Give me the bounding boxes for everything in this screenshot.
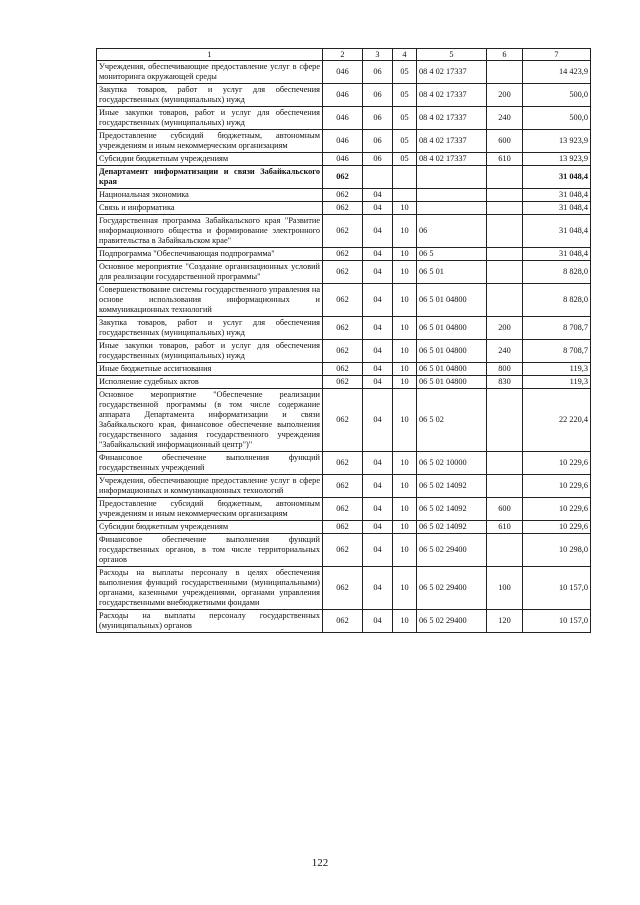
row-subsection-cell: 10 (393, 261, 417, 284)
row-section-cell: 04 (363, 215, 393, 248)
row-amount-cell: 8 708,7 (523, 317, 591, 340)
row-section-cell: 06 (363, 153, 393, 166)
row-expense-type-cell (487, 189, 523, 202)
table-row (97, 475, 591, 498)
table-row (97, 376, 591, 389)
row-section-cell: 04 (363, 475, 393, 498)
row-subsection-cell: 10 (393, 498, 417, 521)
row-expense-type-cell: 600 (487, 498, 523, 521)
row-amount-cell: 8 828,0 (523, 284, 591, 317)
row-expense-type-cell (487, 61, 523, 84)
row-target-article-cell: 06 5 01 04800 (417, 363, 487, 376)
row-amount-cell: 13 923,9 (523, 153, 591, 166)
table-row (97, 130, 591, 153)
row-code-cell: 046 (323, 61, 363, 84)
row-amount-cell: 31 048,4 (523, 248, 591, 261)
row-name-cell: Связь и информатика (97, 202, 323, 215)
row-expense-type-cell (487, 248, 523, 261)
row-target-article-cell: 06 5 02 14092 (417, 475, 487, 498)
row-target-article-cell: 06 5 01 04800 (417, 284, 487, 317)
row-section-cell: 04 (363, 376, 393, 389)
row-amount-cell: 119,3 (523, 363, 591, 376)
row-subsection-cell: 05 (393, 61, 417, 84)
row-subsection-cell: 10 (393, 452, 417, 475)
row-name-cell: Расходы на выплаты персоналу в целях обеспечения выполнения функций государственными (муниципальными) органами, казенными учреждениями, органами управления государственными внебюджетными фондами (97, 567, 323, 610)
row-subsection-cell: 10 (393, 389, 417, 452)
row-section-cell: 04 (363, 261, 393, 284)
table-row (97, 534, 591, 567)
row-code-cell: 046 (323, 107, 363, 130)
table-row (97, 521, 591, 534)
row-target-article-cell: 06 5 01 (417, 261, 487, 284)
row-name-cell: Иные бюджетные ассигнования (97, 363, 323, 376)
row-subsection-cell: 10 (393, 567, 417, 610)
table-row (97, 153, 591, 166)
row-code-cell: 062 (323, 202, 363, 215)
column-header: 2 (323, 49, 363, 61)
row-target-article-cell: 06 5 02 10000 (417, 452, 487, 475)
row-code-cell: 062 (323, 189, 363, 202)
row-amount-cell: 10 157,0 (523, 610, 591, 633)
row-expense-type-cell: 240 (487, 340, 523, 363)
row-name-cell: Финансовое обеспечение выполнения функций государственных органов, в том числе территориальных органов (97, 534, 323, 567)
row-subsection-cell: 10 (393, 202, 417, 215)
row-subsection-cell: 10 (393, 376, 417, 389)
row-expense-type-cell: 610 (487, 521, 523, 534)
row-amount-cell: 119,3 (523, 376, 591, 389)
row-target-article-cell (417, 166, 487, 189)
row-section-cell: 06 (363, 84, 393, 107)
row-target-article-cell: 08 4 02 17337 (417, 153, 487, 166)
row-section-cell: 06 (363, 61, 393, 84)
row-name-cell: Иные закупки товаров, работ и услуг для обеспечения государственных (муниципальных) нужд (97, 340, 323, 363)
row-expense-type-cell: 100 (487, 567, 523, 610)
row-expense-type-cell: 200 (487, 317, 523, 340)
row-subsection-cell: 10 (393, 610, 417, 633)
table-row (97, 389, 591, 452)
row-code-cell: 062 (323, 452, 363, 475)
table-header-row (97, 49, 591, 61)
row-amount-cell: 8 708,7 (523, 340, 591, 363)
row-target-article-cell: 06 5 01 04800 (417, 376, 487, 389)
row-code-cell: 046 (323, 130, 363, 153)
row-subsection-cell: 05 (393, 130, 417, 153)
row-subsection-cell: 05 (393, 84, 417, 107)
row-target-article-cell: 06 5 02 (417, 389, 487, 452)
table-row (97, 261, 591, 284)
row-subsection-cell: 10 (393, 521, 417, 534)
row-subsection-cell: 10 (393, 340, 417, 363)
row-code-cell: 062 (323, 317, 363, 340)
row-target-article-cell (417, 202, 487, 215)
page-number: 122 (311, 857, 329, 869)
table-row (97, 107, 591, 130)
row-section-cell: 04 (363, 521, 393, 534)
table-row (97, 610, 591, 633)
row-target-article-cell: 06 5 02 29400 (417, 567, 487, 610)
row-code-cell: 062 (323, 248, 363, 261)
row-target-article-cell: 06 5 01 04800 (417, 317, 487, 340)
row-amount-cell: 31 048,4 (523, 166, 591, 189)
row-code-cell: 046 (323, 84, 363, 107)
row-name-cell: Закупка товаров, работ и услуг для обеспечения государственных (муниципальных) нужд (97, 84, 323, 107)
row-name-cell: Национальная экономика (97, 189, 323, 202)
row-code-cell: 062 (323, 215, 363, 248)
row-amount-cell: 14 423,9 (523, 61, 591, 84)
row-expense-type-cell: 800 (487, 363, 523, 376)
column-header: 6 (487, 49, 523, 61)
row-subsection-cell: 10 (393, 215, 417, 248)
row-expense-type-cell (487, 284, 523, 317)
row-code-cell: 062 (323, 610, 363, 633)
row-code-cell: 062 (323, 521, 363, 534)
table-row (97, 189, 591, 202)
row-subsection-cell (393, 189, 417, 202)
table-row (97, 84, 591, 107)
row-name-cell: Субсидии бюджетным учреждениям (97, 153, 323, 166)
row-code-cell: 046 (323, 153, 363, 166)
row-expense-type-cell (487, 202, 523, 215)
row-subsection-cell: 10 (393, 363, 417, 376)
row-amount-cell: 10 229,6 (523, 498, 591, 521)
row-amount-cell: 8 828,0 (523, 261, 591, 284)
row-code-cell: 062 (323, 363, 363, 376)
row-name-cell: Совершенствование системы государственного управления на основе использования информационных и коммуникационных технологий (97, 284, 323, 317)
row-subsection-cell: 10 (393, 475, 417, 498)
table-row (97, 202, 591, 215)
row-section-cell: 04 (363, 202, 393, 215)
table-body (97, 61, 591, 633)
row-section-cell: 06 (363, 107, 393, 130)
row-name-cell: Субсидии бюджетным учреждениям (97, 521, 323, 534)
table-row (97, 452, 591, 475)
table-row (97, 284, 591, 317)
row-amount-cell: 31 048,4 (523, 189, 591, 202)
row-amount-cell: 10 157,0 (523, 567, 591, 610)
row-target-article-cell: 06 5 02 29400 (417, 534, 487, 567)
row-section-cell: 04 (363, 498, 393, 521)
row-target-article-cell: 06 (417, 215, 487, 248)
row-name-cell: Основное мероприятие "Обеспечение реализации государственной программы (в том числе содержание аппарата Департамента информатизации и связи Забайкальского края, финансовое обеспечение выполнения государственного задания государственного учреждения "Забайкальский информационный центр")" (97, 389, 323, 452)
row-name-cell: Предоставление субсидий бюджетным, автономным учреждениям и иным некоммерческим организациям (97, 498, 323, 521)
row-name-cell: Финансовое обеспечение выполнения функций государственных учреждений (97, 452, 323, 475)
table-row (97, 215, 591, 248)
row-subsection-cell: 10 (393, 284, 417, 317)
row-target-article-cell: 06 5 01 04800 (417, 340, 487, 363)
row-code-cell: 062 (323, 498, 363, 521)
column-header: 7 (523, 49, 591, 61)
row-expense-type-cell (487, 389, 523, 452)
row-amount-cell: 500,0 (523, 84, 591, 107)
table-row (97, 317, 591, 340)
row-target-article-cell: 06 5 02 14092 (417, 498, 487, 521)
row-expense-type-cell: 610 (487, 153, 523, 166)
row-section-cell: 04 (363, 284, 393, 317)
table-row (97, 166, 591, 189)
row-section-cell: 04 (363, 248, 393, 261)
row-name-cell: Государственная программа Забайкальского края "Развитие информационного общества и формирование электронного правительства в Забайкальском крае" (97, 215, 323, 248)
row-amount-cell: 31 048,4 (523, 215, 591, 248)
row-section-cell: 04 (363, 389, 393, 452)
row-amount-cell: 31 048,4 (523, 202, 591, 215)
column-header: 1 (97, 49, 323, 61)
table-row (97, 248, 591, 261)
row-code-cell: 062 (323, 534, 363, 567)
row-amount-cell: 22 220,4 (523, 389, 591, 452)
row-section-cell: 04 (363, 567, 393, 610)
row-target-article-cell: 06 5 02 29400 (417, 610, 487, 633)
row-section-cell: 04 (363, 363, 393, 376)
row-expense-type-cell: 830 (487, 376, 523, 389)
row-section-cell: 04 (363, 534, 393, 567)
column-header: 4 (393, 49, 417, 61)
row-target-article-cell: 08 4 02 17337 (417, 61, 487, 84)
row-code-cell: 062 (323, 475, 363, 498)
row-expense-type-cell (487, 261, 523, 284)
row-amount-cell: 10 229,6 (523, 521, 591, 534)
row-name-cell: Исполнение судебных актов (97, 376, 323, 389)
column-header: 3 (363, 49, 393, 61)
column-header: 5 (417, 49, 487, 61)
document-page (96, 48, 590, 633)
row-expense-type-cell (487, 166, 523, 189)
row-name-cell: Расходы на выплаты персоналу государственных (муниципальных) органов (97, 610, 323, 633)
row-amount-cell: 10 298,0 (523, 534, 591, 567)
row-name-cell: Учреждения, обеспечивающие предоставление услуг в сфере информационных и коммуникационных технологий (97, 475, 323, 498)
row-section-cell: 04 (363, 610, 393, 633)
table-row (97, 340, 591, 363)
row-section-cell: 06 (363, 130, 393, 153)
row-target-article-cell (417, 189, 487, 202)
row-amount-cell: 10 229,6 (523, 475, 591, 498)
row-expense-type-cell (487, 452, 523, 475)
row-name-cell: Закупка товаров, работ и услуг для обеспечения государственных (муниципальных) нужд (97, 317, 323, 340)
row-amount-cell: 13 923,9 (523, 130, 591, 153)
row-subsection-cell: 05 (393, 153, 417, 166)
row-code-cell: 062 (323, 166, 363, 189)
table-row (97, 363, 591, 376)
row-name-cell: Предоставление субсидий бюджетным, автономным учреждениям и иным некоммерческим организациям (97, 130, 323, 153)
row-name-cell: Учреждения, обеспечивающие предоставление услуг в сфере мониторинга окружающей среды (97, 61, 323, 84)
row-section-cell (363, 166, 393, 189)
row-target-article-cell: 08 4 02 17337 (417, 107, 487, 130)
row-target-article-cell: 08 4 02 17337 (417, 84, 487, 107)
row-subsection-cell: 10 (393, 248, 417, 261)
row-code-cell: 062 (323, 376, 363, 389)
row-name-cell: Основное мероприятие "Создание организационных условий для реализации государственной программы" (97, 261, 323, 284)
row-code-cell: 062 (323, 389, 363, 452)
row-subsection-cell (393, 166, 417, 189)
row-code-cell: 062 (323, 261, 363, 284)
row-subsection-cell: 10 (393, 317, 417, 340)
budget-table (96, 48, 591, 633)
table-row (97, 567, 591, 610)
row-code-cell: 062 (323, 284, 363, 317)
row-target-article-cell: 06 5 (417, 248, 487, 261)
row-expense-type-cell: 120 (487, 610, 523, 633)
row-section-cell: 04 (363, 317, 393, 340)
row-expense-type-cell: 200 (487, 84, 523, 107)
table-row (97, 498, 591, 521)
row-name-cell: Подпрограмма "Обеспечивающая подпрограмма" (97, 248, 323, 261)
row-amount-cell: 500,0 (523, 107, 591, 130)
row-expense-type-cell: 600 (487, 130, 523, 153)
row-section-cell: 04 (363, 340, 393, 363)
row-name-cell: Департамент информатизации и связи Забайкальского края (97, 166, 323, 189)
table-row (97, 61, 591, 84)
row-code-cell: 062 (323, 340, 363, 363)
row-expense-type-cell (487, 475, 523, 498)
row-name-cell: Иные закупки товаров, работ и услуг для обеспечения государственных (муниципальных) нужд (97, 107, 323, 130)
row-target-article-cell: 08 4 02 17337 (417, 130, 487, 153)
row-expense-type-cell (487, 215, 523, 248)
row-code-cell: 062 (323, 567, 363, 610)
row-amount-cell: 10 229,6 (523, 452, 591, 475)
row-expense-type-cell: 240 (487, 107, 523, 130)
row-subsection-cell: 05 (393, 107, 417, 130)
row-subsection-cell: 10 (393, 534, 417, 567)
row-section-cell: 04 (363, 189, 393, 202)
row-section-cell: 04 (363, 452, 393, 475)
row-target-article-cell: 06 5 02 14092 (417, 521, 487, 534)
row-expense-type-cell (487, 534, 523, 567)
